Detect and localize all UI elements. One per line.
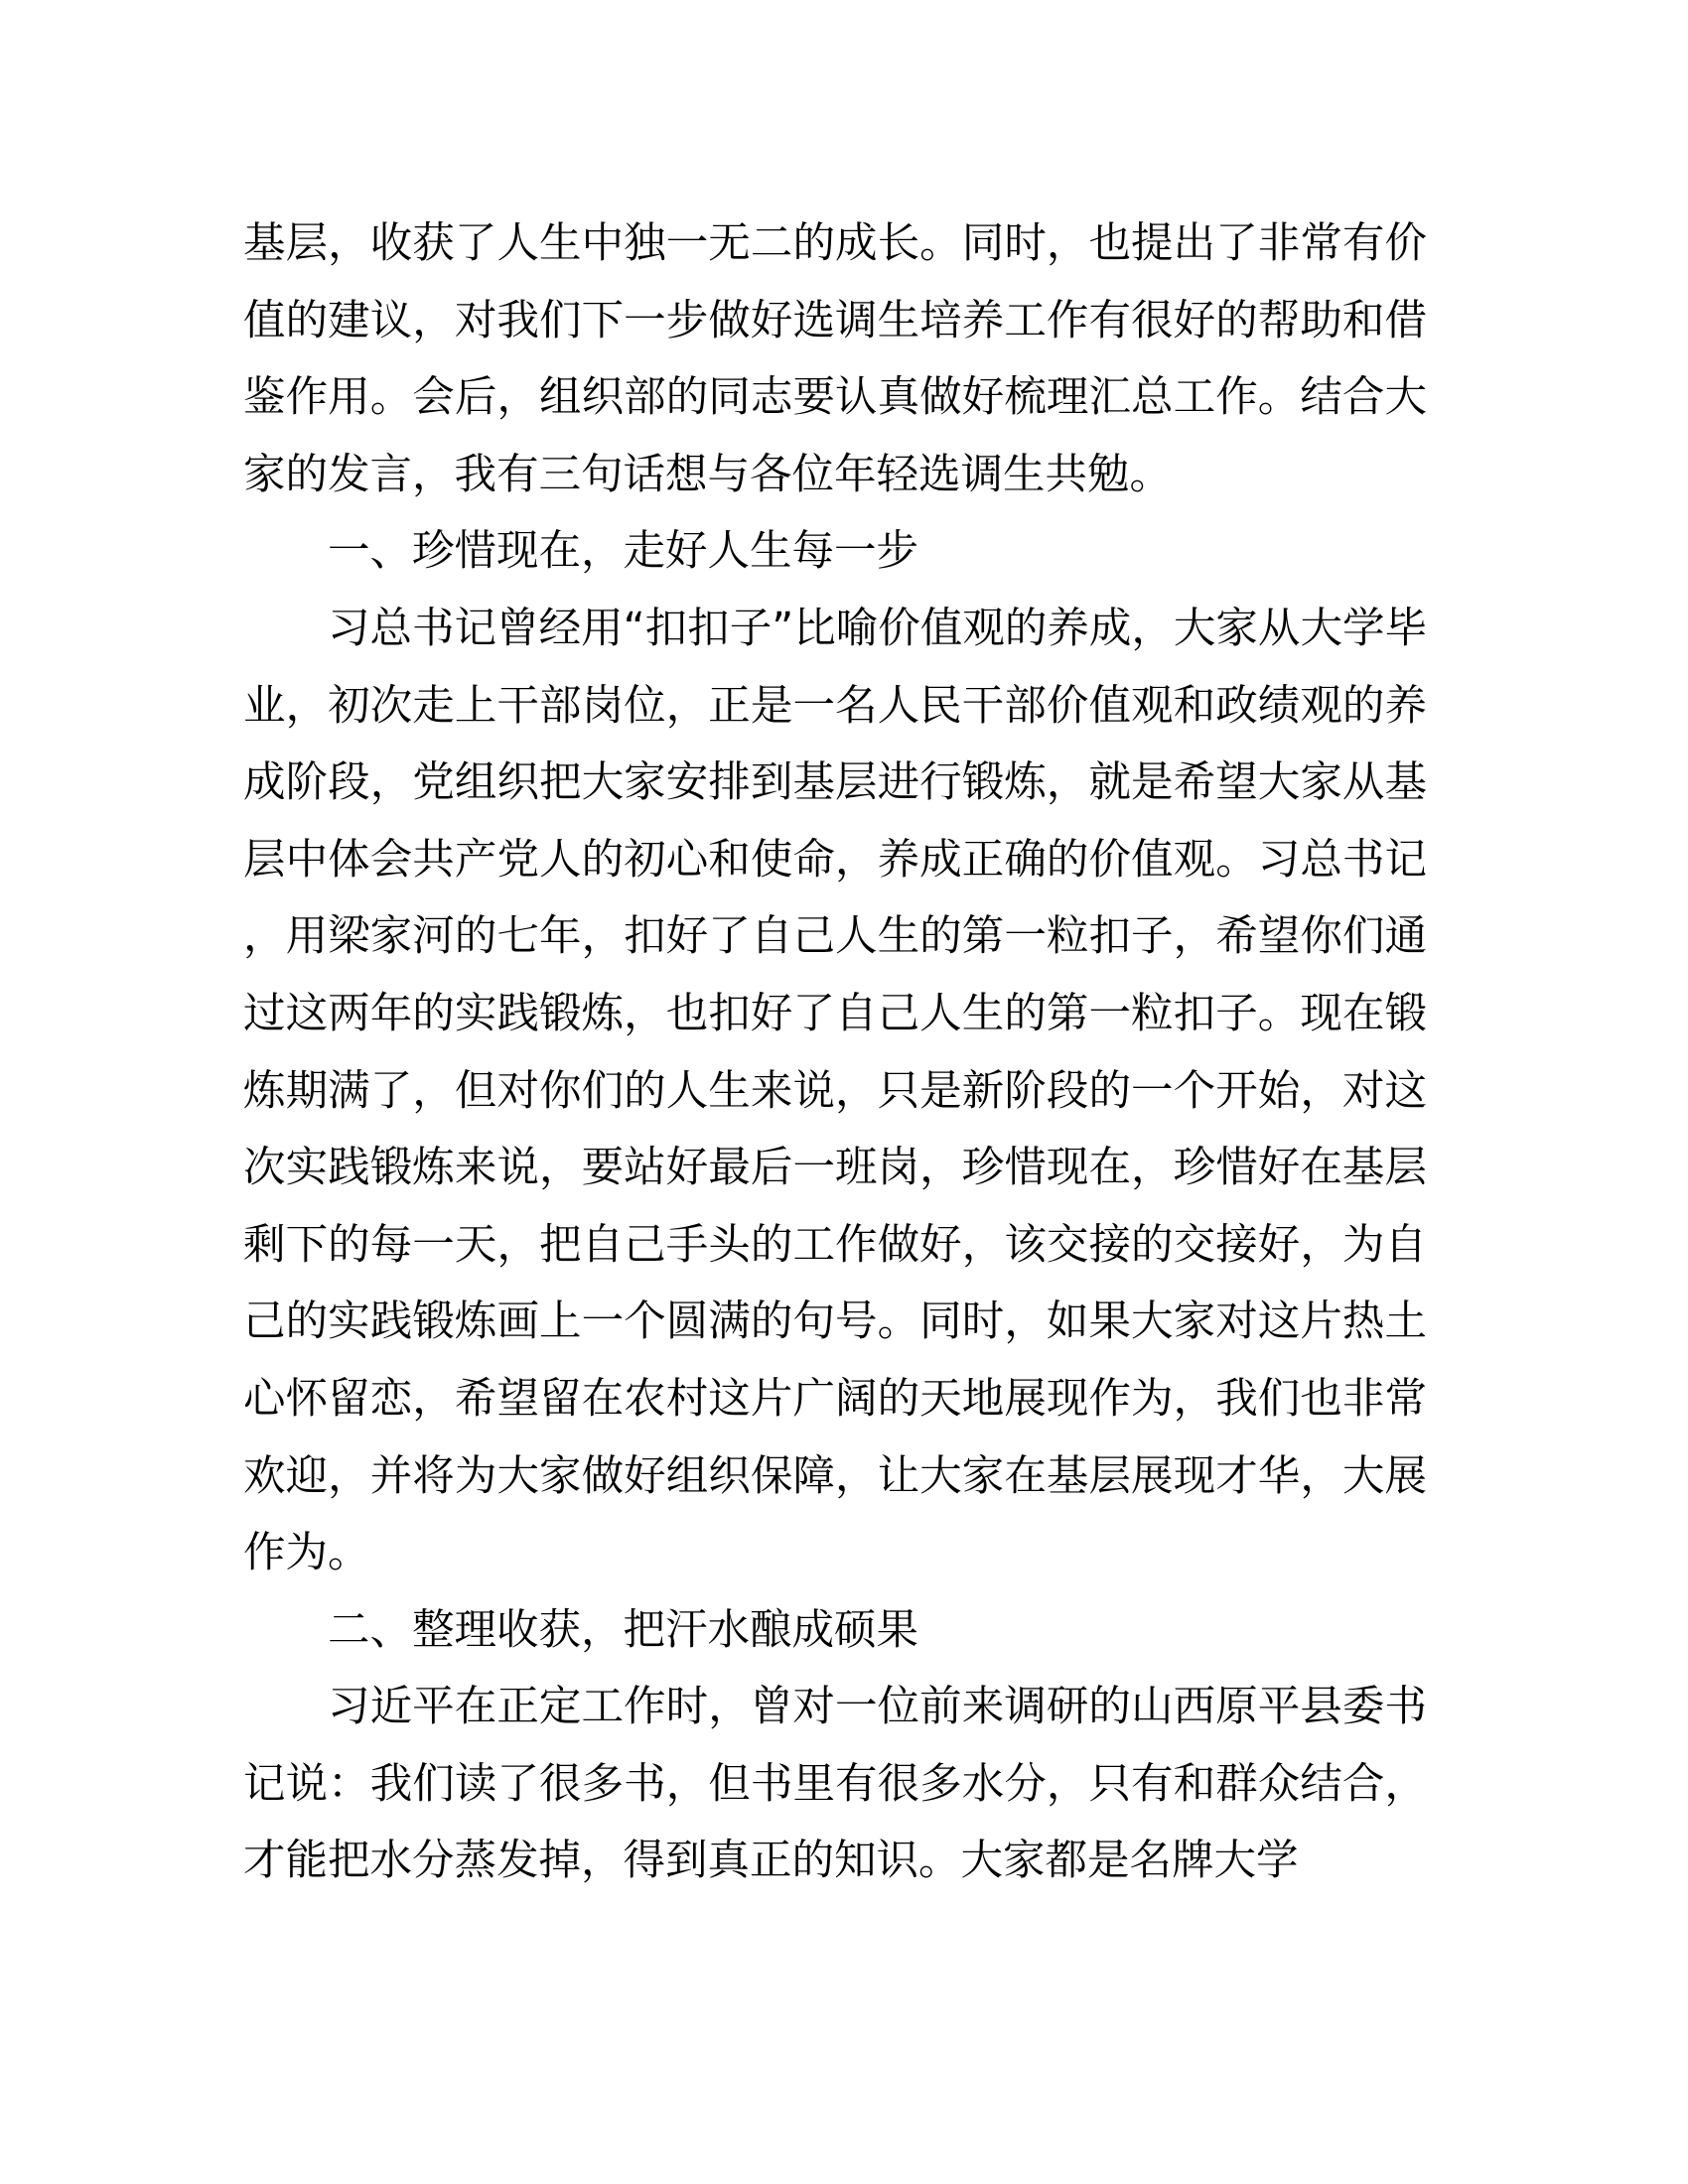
paragraph-intro-continued: 基层，收获了人生中独一无二的成长。同时，也提出了非常有价值的建议，对我们下一步做好选调生培养工作有很好的帮助和借鉴作用。会后，组织部的同志要认真做好梳理汇总工作。结合大家的发言，我有三句话想与各位年轻选调生共勉。 [243, 219, 1427, 499]
section-heading-2: 二、整理收获，把汗水酿成硕果 [328, 1605, 919, 1655]
section-heading-1: 一、珍惜现在，走好人生每一步 [328, 527, 919, 577]
document-page [243, 205, 1427, 1900]
paragraph-section-1-body: 习总书记曾经用“扣扣子”比喻价值观的养成，大家从大学毕业，初次走上干部岗位，正是一名人民干部价值观和政绩观的养成阶段，党组织把大家安排到基层进行锻炼，就是希望大家从基层中体会共产党人的初心和使命，养成正确的价值观。习总书记，用梁家河的七年，扣好了自己人生的第一粒扣子，希望你们通过这两年的实践锻炼，也扣好了自己人生的第一粒扣子。现在锻炼期满了，但对你们的人生来说，只是新阶段的一个开始，对这次实践锻炼来说，要站好最后一班岗，珍惜现在，珍惜好在基层剩下的每一天，把自己手头的工作做好，该交接的交接好，为自己的实践锻炼画上一个圆满的句号。同时，如果大家对这片热土心怀留恋，希望留在农村这片广阔的天地展现作为，我们也非常欢迎，并将为大家做好组织保障，让大家在基层展现才华，大展作为。 [243, 604, 1427, 1578]
paragraph-section-2-body: 习近平在正定工作时，曾对一位前来调研的山西原平县委书记说：我们读了很多书，但书里有很多水分，只有和群众结合，才能把水分蒸发掉，得到真正的知识。大家都是名牌大学 [243, 1683, 1427, 1886]
